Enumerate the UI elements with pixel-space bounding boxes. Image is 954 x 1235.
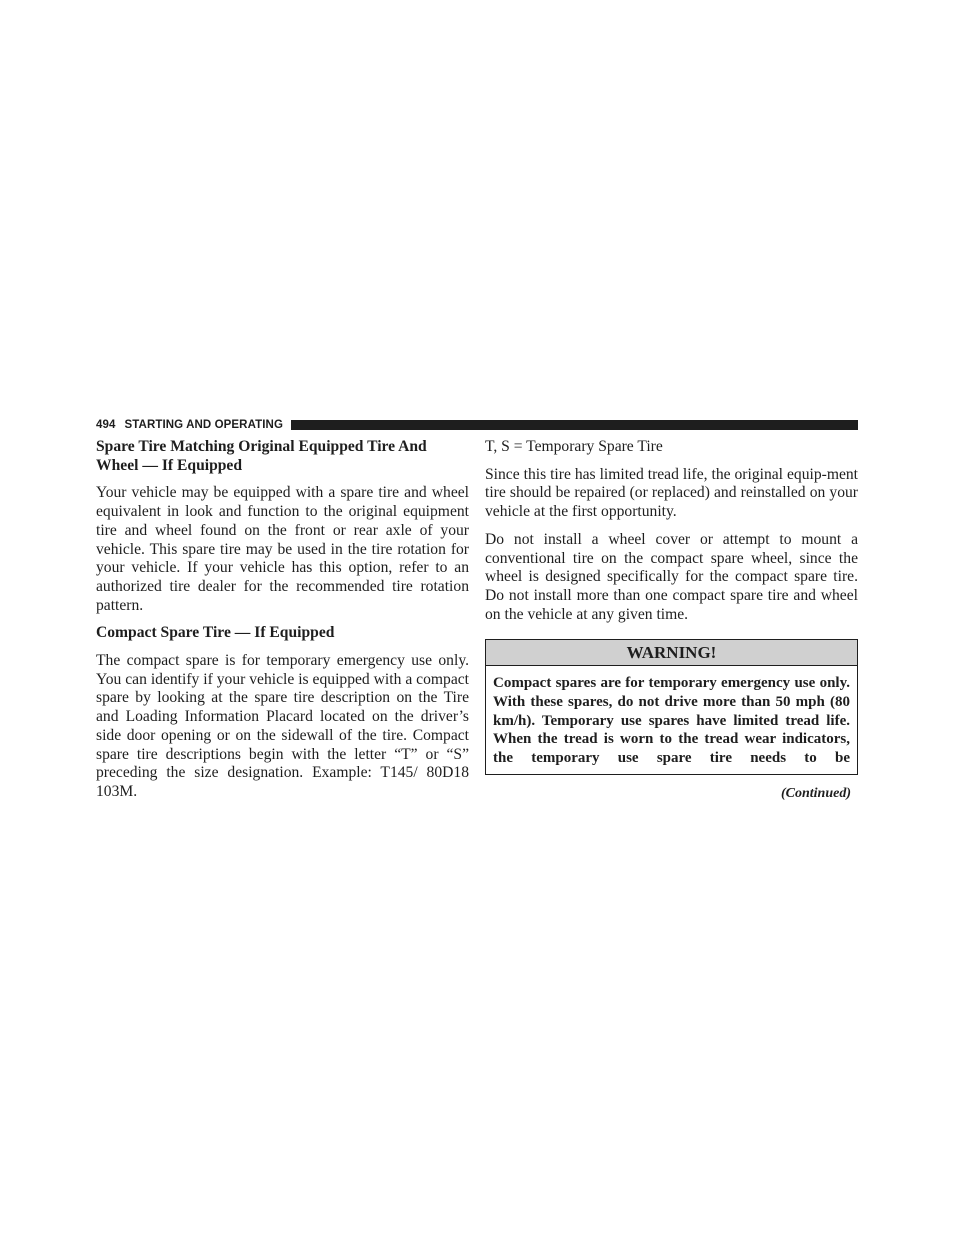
paragraph-spare-tire-matching: Your vehicle may be equipped with a spare tire and wheel equivalent in look and function to the original equipment tire and wheel found on the front or rear axle of your vehicle. This spare tire may be used in the tire rotation for your vehicle. If your vehicle has this option, refer to an authorized tire dealer for the recommended tire rotation pattern. bbox=[96, 484, 469, 614]
right-column bbox=[485, 438, 858, 775]
paragraph-wheel-cover: Do not install a wheel cover or attempt to mount a conventional tire on the compact spare wheel, since the wheel is designed specifically for the compact spare tire. Do not install more than one compact spare tire and wheel on the vehicle at any given time. bbox=[485, 530, 858, 623]
page-number: 494 bbox=[96, 418, 116, 431]
header-rule bbox=[291, 420, 858, 430]
heading-spare-tire-matching: Spare Tire Matching Original Equipped Tire And Wheel — If Equipped bbox=[96, 438, 427, 474]
warning-title: WARNING! bbox=[486, 640, 857, 666]
page-header bbox=[96, 418, 858, 431]
warning-body: Compact spares are for temporary emergency use only. With these spares, do not drive more than 50 mph (80 km/h). Temporary use spares have limited tread life. When the tread is worn to the tread wear indicators, the temporary use spare tire needs to be bbox=[493, 675, 850, 766]
left-column bbox=[96, 438, 469, 811]
temporary-spare-definition: T, S = Temporary Spare Tire bbox=[485, 438, 663, 455]
section-title: STARTING AND OPERATING bbox=[124, 418, 284, 431]
paragraph-tread-life: Since this tire has limited tread life, the original equip-ment tire should be repaired (or replaced) and reinstalled on your vehicle at the first opportunity. bbox=[485, 465, 858, 521]
heading-compact-spare: Compact Spare Tire — If Equipped bbox=[96, 624, 335, 642]
paragraph-compact-spare: The compact spare is for temporary emergency use only. You can identify if your vehicle is equipped with a compact spare by looking at the spare tire description on the Tire and Loading Information Placard located on the driver’s side door opening or on the sidewall of the tire. Compact spare tire descriptions begin with the letter “T” or “S” preceding the size designation. Example: T145/ 80D18 103M. bbox=[96, 652, 469, 800]
warning-box bbox=[485, 639, 858, 775]
continued-label: (Continued) bbox=[780, 786, 851, 801]
